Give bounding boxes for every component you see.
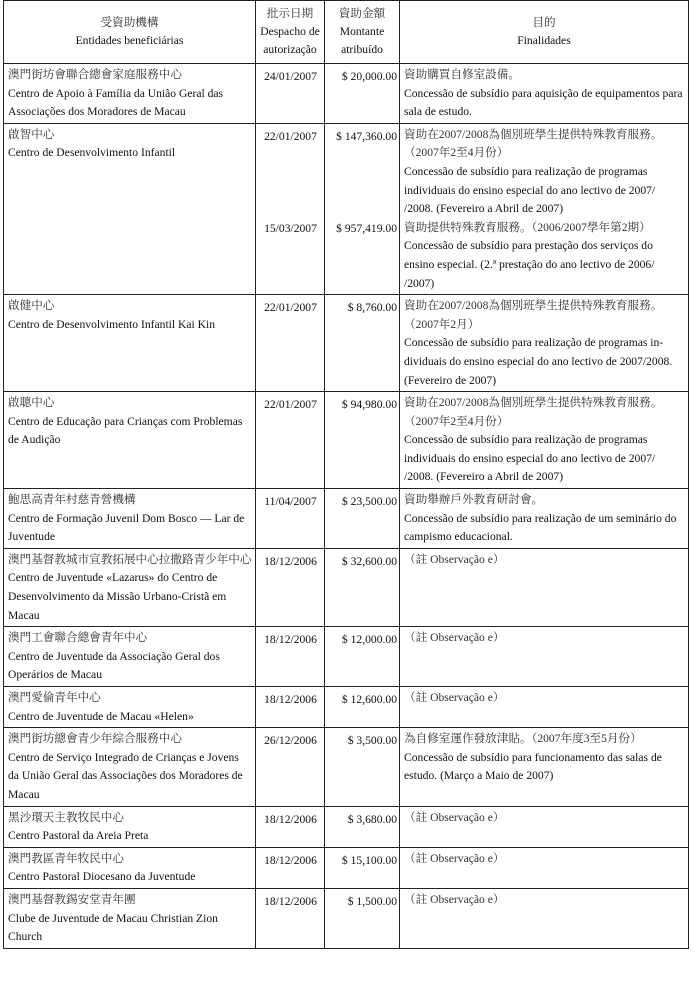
purpose-pt: Concessão de subsídio para realização de um seminário do campismo educacional. xyxy=(404,511,677,544)
table-row xyxy=(4,847,689,888)
date-cell xyxy=(256,687,325,728)
purpose-zh: 資助提供特殊教育服務。（2006/2007學年第2期） xyxy=(404,220,651,234)
purpose-entry xyxy=(404,66,685,122)
table-row xyxy=(4,548,689,626)
table-row xyxy=(4,295,689,392)
purpose-cell xyxy=(400,728,689,806)
entity-name-zh: 啟健中心 xyxy=(8,299,55,313)
entity-cell xyxy=(4,888,256,948)
amount-value: $ 23,500.00 xyxy=(341,495,397,509)
table-row xyxy=(4,489,689,549)
authorization-date: 22/01/2007 xyxy=(264,398,317,412)
date-cell xyxy=(256,295,325,392)
entity-name-pt: Centro de Serviço Integrado de Crianças e Jovens da União Geral das Associações dos Moradores de Macau xyxy=(8,750,243,801)
purpose-pt: Concessão de subsídio para realização de programas individuais do ensino especial do ano lectivo de 2007/ /2008. (Fevereiro a Abril de 2007) xyxy=(404,164,656,216)
authorization-date: 22/01/2007 xyxy=(264,129,317,143)
date-cell xyxy=(256,489,325,549)
purpose-zh: （註 Observação e） xyxy=(404,631,505,645)
table-row xyxy=(4,728,689,806)
amount-value: $ 32,600.00 xyxy=(341,554,397,568)
entity-cell xyxy=(4,728,256,806)
entity-name-zh: 鮑思高青年村慈青營機構 xyxy=(8,493,136,507)
purpose-pt: Concessão de subsídio para prestação dos serviços do ensino especial. (2.ª prestação do ano lectivo de 2006/ /2007) xyxy=(404,239,655,290)
entity-cell xyxy=(4,847,256,888)
header-amount-pt: Montante atribuído xyxy=(339,25,385,56)
header-entity-pt: Entidades beneficiárias xyxy=(75,34,184,47)
table-row xyxy=(4,64,689,124)
entity-cell xyxy=(4,392,256,489)
purpose-cell xyxy=(400,392,689,489)
entity-name-pt: Centro de Educação para Crianças com Problemas de Audição xyxy=(8,414,243,447)
amount-value: $ 3,680.00 xyxy=(347,812,397,826)
authorization-date: 18/12/2006 xyxy=(264,693,317,706)
amount-cell xyxy=(325,627,400,687)
purpose-entry xyxy=(404,394,685,487)
entity-name-zh: 澳門街坊會聯合總會家庭服務中心 xyxy=(8,68,182,81)
amount-value: $ 15,100.00 xyxy=(341,853,397,867)
amount-value: $ 94,980.00 xyxy=(341,398,397,412)
header-purpose-zh: 目的 xyxy=(532,16,556,29)
entity-cell xyxy=(4,687,256,728)
header-row xyxy=(4,1,689,64)
purpose-cell xyxy=(400,64,689,124)
authorization-date: 11/04/2007 xyxy=(264,495,317,509)
date-cell xyxy=(256,64,325,124)
date-cell xyxy=(256,888,325,948)
amount-value: $ 3,500.00 xyxy=(347,734,397,748)
entity-name-zh: 澳門基督教城市宣教拓展中心拉撒路青少年中心 xyxy=(8,552,252,566)
purpose-cell xyxy=(400,888,689,948)
entity-name-pt: Centro Pastoral Diocesano da Juventude xyxy=(8,870,196,884)
amount-cell xyxy=(325,392,400,489)
purpose-cell xyxy=(400,627,689,687)
date-cell xyxy=(256,392,325,489)
amount-value: $ 12,000.00 xyxy=(341,633,397,647)
entity-name-pt: Centro de Formação Juvenil Dom Bosco — Lar de Juventude xyxy=(8,511,245,544)
purpose-entry xyxy=(404,730,685,786)
amount-value: $ 8,760.00 xyxy=(347,301,397,315)
entity-name-zh: 澳門工會聯合總會青年中心 xyxy=(8,631,148,645)
entity-name-pt: Centro de Desenvolvimento Infantil xyxy=(8,146,176,160)
purpose-zh: （註 Observação e） xyxy=(404,851,505,865)
purpose-cell xyxy=(400,548,689,626)
amount-value: $ 20,000.00 xyxy=(341,70,397,83)
purpose-entry xyxy=(404,689,685,708)
table-row xyxy=(4,123,689,294)
purpose-zh: 資助購買自修室設備。 xyxy=(404,68,520,81)
entity-name-pt: Centro de Apoio à Família da União Geral das Associações dos Moradores de Macau xyxy=(8,86,224,119)
purpose-zh: 資助在2007/2008為個別班學生提供特殊教育服務。（2007年2月） xyxy=(404,299,663,331)
table-row xyxy=(4,627,689,687)
amount-value: $ 147,360.00 xyxy=(336,129,397,143)
authorization-date: 18/12/2006 xyxy=(264,554,317,568)
amount-value: $ 957,419.00 xyxy=(336,222,397,236)
entity-cell xyxy=(4,489,256,549)
entity-name-zh: 澳門街坊總會青少年綜合服務中心 xyxy=(8,732,182,746)
header-amount-zh: 資助金額 xyxy=(338,7,386,20)
purpose-cell xyxy=(400,295,689,392)
header-date-pt: Despacho de autorização xyxy=(260,25,320,56)
entity-name-zh: 澳門愛倫青年中心 xyxy=(8,691,101,704)
header-date xyxy=(256,1,325,64)
entity-cell xyxy=(4,123,256,294)
entity-name-zh: 啟聰中心 xyxy=(8,396,55,410)
header-purpose xyxy=(400,1,689,64)
purpose-zh: 為自修室運作發放津貼。（2007年度3至5月份） xyxy=(404,732,642,746)
entity-name-zh: 啟智中心 xyxy=(8,127,55,141)
subsidy-table xyxy=(3,0,689,949)
date-cell xyxy=(256,806,325,847)
entity-name-zh: 黑沙環天主教牧民中心 xyxy=(8,810,124,824)
authorization-date: 18/12/2006 xyxy=(264,853,317,867)
purpose-zh: （註 Observação e） xyxy=(404,552,505,566)
authorization-date: 18/12/2006 xyxy=(264,894,317,908)
entity-name-pt: Clube de Juventude de Macau Christian Zion Church xyxy=(8,911,218,944)
amount-value: $ 12,600.00 xyxy=(341,693,397,706)
amount-cell xyxy=(325,806,400,847)
entity-name-pt: Centro de Desenvolvimento Infantil Kai Kin xyxy=(8,317,216,331)
authorization-date: 26/12/2006 xyxy=(264,734,317,748)
entity-cell xyxy=(4,295,256,392)
purpose-zh: （註 Observação e） xyxy=(404,810,505,824)
purpose-entry xyxy=(404,629,685,648)
header-entity-zh: 受資助機構 xyxy=(100,16,159,29)
entity-cell xyxy=(4,64,256,124)
header-date-zh: 批示日期 xyxy=(266,7,314,20)
purpose-entry xyxy=(404,126,685,219)
entity-name-pt: Centro Pastoral da Areia Preta xyxy=(8,829,149,843)
purpose-zh: （註 Observação e） xyxy=(404,892,505,906)
purpose-zh: 資助在2007/2008為個別班學生提供特殊教育服務。（2007年2至4月份） xyxy=(404,396,663,428)
purpose-entry xyxy=(404,809,685,828)
amount-cell xyxy=(325,295,400,392)
table-row xyxy=(4,806,689,847)
table-row xyxy=(4,888,689,948)
authorization-date: 18/12/2006 xyxy=(264,633,317,647)
header-entity xyxy=(4,1,256,64)
entity-cell xyxy=(4,627,256,687)
date-cell xyxy=(256,847,325,888)
purpose-entry xyxy=(404,491,685,547)
amount-cell xyxy=(325,64,400,124)
table-row xyxy=(4,687,689,728)
amount-cell xyxy=(325,548,400,626)
entity-name-pt: Centro de Juventude «Lazarus» do Centro de Desenvolvimento da Missão Urbano-Cristã em Macau xyxy=(8,571,227,622)
date-cell xyxy=(256,548,325,626)
entity-name-pt: Centro de Juventude de Macau «Helen» xyxy=(8,709,194,723)
date-cell xyxy=(256,123,325,294)
purpose-cell xyxy=(400,687,689,728)
authorization-date: 22/01/2007 xyxy=(264,301,317,315)
purpose-pt: Concessão de subsídio para realização de programas individuais do ensino especial do ano lectivo de 2007/ /2008. (Fevereiro a Abril de 2007) xyxy=(404,433,656,484)
purpose-entry xyxy=(404,891,685,910)
amount-cell xyxy=(325,847,400,888)
authorization-date: 24/01/2007 xyxy=(264,70,317,83)
purpose-cell xyxy=(400,123,689,294)
amount-cell xyxy=(325,123,400,294)
header-purpose-pt: Finalidades xyxy=(517,34,571,47)
amount-cell xyxy=(325,728,400,806)
amount-cell xyxy=(325,489,400,549)
authorization-date: 18/12/2006 xyxy=(264,812,317,826)
purpose-zh: （註 Observação e） xyxy=(404,691,505,704)
purpose-entry xyxy=(404,219,685,293)
purpose-entry xyxy=(404,551,685,570)
purpose-pt: Concessão de subsídio para aquisição de equipamentos para sala de estudo. xyxy=(404,86,683,119)
purpose-zh: 資助在2007/2008為個別班學生提供特殊教育服務。（2007年2至4月份） xyxy=(404,127,663,160)
date-cell xyxy=(256,728,325,806)
purpose-cell xyxy=(400,489,689,549)
entity-cell xyxy=(4,548,256,626)
amount-cell xyxy=(325,888,400,948)
purpose-cell xyxy=(400,847,689,888)
purpose-zh: 資助舉辦戶外教育研討會。 xyxy=(404,493,544,507)
entity-cell xyxy=(4,806,256,847)
table-row xyxy=(4,392,689,489)
entity-name-zh: 澳門基督教錫安堂青年團 xyxy=(8,892,136,906)
amount-value: $ 1,500.00 xyxy=(347,894,397,908)
purpose-entry xyxy=(404,297,685,390)
date-cell xyxy=(256,627,325,687)
authorization-date: 15/03/2007 xyxy=(264,222,317,236)
entity-name-zh: 澳門教區青年牧民中心 xyxy=(8,851,124,865)
purpose-entry xyxy=(404,850,685,869)
amount-cell xyxy=(325,687,400,728)
purpose-pt: Concessão de subsídio para realização de programas in-dividuais do ensino especial do ano lectivo de 2007/2008. (Fevereiro de 2007) xyxy=(404,336,673,387)
entity-name-pt: Centro de Juventude da Associação Geral dos Operários de Macau xyxy=(8,649,220,682)
purpose-pt: Concessão de subsídio para funcionamento das salas de estudo. (Março a Maio de 2007) xyxy=(404,750,662,783)
header-amount xyxy=(325,1,400,64)
purpose-cell xyxy=(400,806,689,847)
